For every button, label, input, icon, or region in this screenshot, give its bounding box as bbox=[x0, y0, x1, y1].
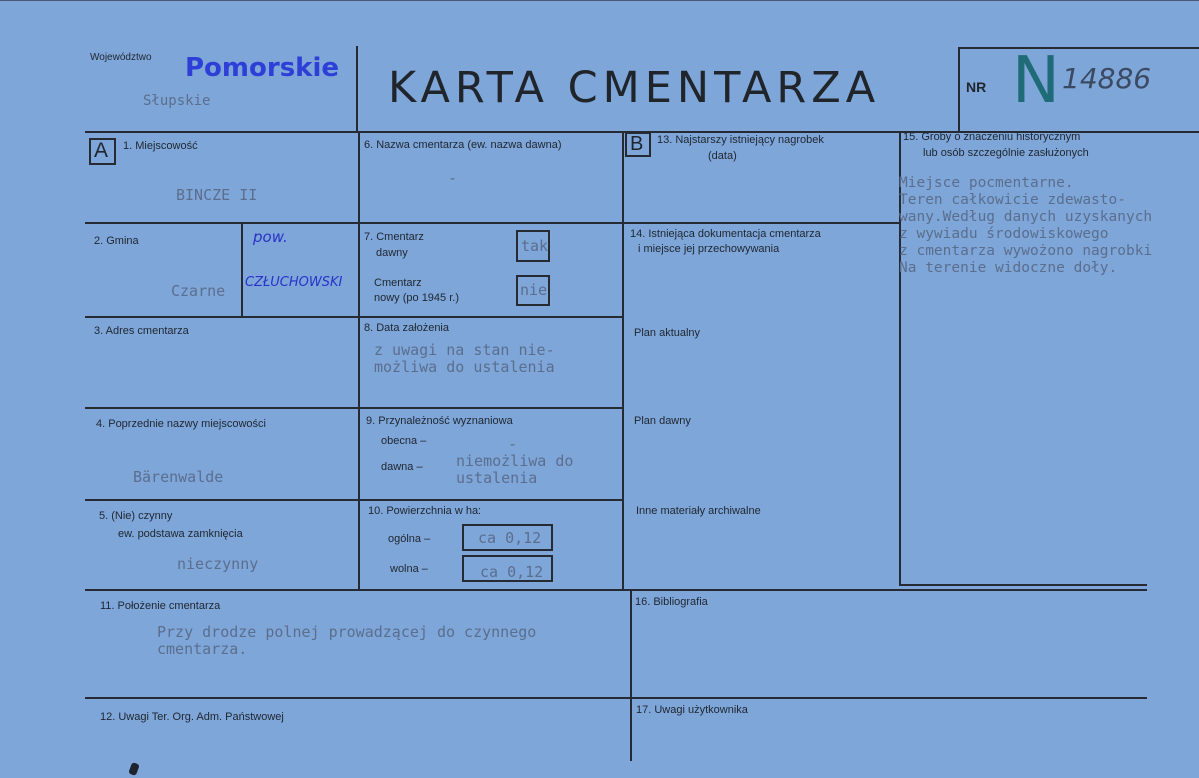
ink-mark bbox=[128, 762, 140, 776]
page-title: KARTA CMENTARZA bbox=[388, 63, 881, 113]
col-line-2 bbox=[622, 131, 624, 591]
field-9-obecna: obecna – bbox=[381, 435, 427, 447]
col-line-1 bbox=[358, 131, 360, 591]
field-11-label: 11. Położenie cmentarza bbox=[100, 600, 221, 612]
field-11-value: Przy drodze polnej prowadzącej do czynnego cmentarza. bbox=[157, 623, 537, 658]
nr-label: NR bbox=[966, 79, 987, 95]
field-7-value-2: nie bbox=[520, 281, 548, 299]
field-7-label-2: dawny bbox=[376, 247, 408, 259]
field-15-label-2: lub osób szczególnie zasłużonych bbox=[923, 147, 1089, 159]
wojewodztwo-stamp: Pomorskie bbox=[185, 53, 340, 83]
field-14-label-1: 14. Istniejąca dokumentacja cmentarza bbox=[630, 228, 821, 240]
row-line-a2 bbox=[85, 316, 360, 318]
row-line-bottom1 bbox=[85, 589, 1147, 591]
wojewodztwo-label: Województwo bbox=[90, 52, 152, 63]
field-15-label-1: 15. Groby o znaczeniu historycznym bbox=[903, 131, 1081, 143]
row-line-m1 bbox=[358, 222, 624, 224]
section-b-letter: B bbox=[630, 133, 644, 155]
field-10-wolna-value: ca 0,12 bbox=[480, 563, 544, 581]
nr-box-left bbox=[958, 47, 960, 133]
field-17-label: 17. Uwagi użytkownika bbox=[636, 704, 748, 716]
field-8-value: z uwagi na stan nie- możliwa do ustalenia bbox=[374, 341, 555, 376]
row-line-bottom2 bbox=[85, 697, 1147, 699]
field-9-dawna-value: niemożliwa do ustalenia bbox=[456, 452, 574, 487]
field-7-label-1: 7. Cmentarz bbox=[364, 231, 424, 243]
field-10-ogolna-value: ca 0,12 bbox=[478, 529, 542, 547]
field-10-label: 10. Powierzchnia w ha: bbox=[368, 505, 482, 517]
field-2-value: Czarne bbox=[171, 282, 226, 300]
field-4-label: 4. Poprzednie nazwy miejscowości bbox=[96, 418, 266, 430]
field-8-label: 8. Data założenia bbox=[364, 322, 449, 334]
field-13-label-1: 13. Najstarszy istniejący nagrobek bbox=[657, 134, 824, 146]
field-2-powiat: CZŁUCHOWSKI bbox=[245, 275, 343, 290]
row-line-b1 bbox=[622, 222, 900, 224]
row-line-b2 bbox=[899, 584, 1147, 586]
section-a-letter: A bbox=[94, 139, 109, 162]
field-14-label-2: i miejsce jej przechowywania bbox=[638, 243, 780, 255]
field-4-value: Bärenwalde bbox=[133, 468, 224, 486]
nr-letter: N bbox=[1012, 44, 1060, 118]
row-line-m3 bbox=[358, 407, 624, 409]
row-line-a1 bbox=[85, 222, 360, 224]
field-7-label-4: nowy (po 1945 r.) bbox=[374, 292, 459, 304]
field-10-ogolna: ogólna – bbox=[388, 533, 431, 545]
header-vline bbox=[356, 46, 358, 133]
row-line-a3 bbox=[85, 407, 360, 409]
row-line-a4 bbox=[85, 499, 360, 501]
field-6-value: - bbox=[448, 169, 458, 187]
field-2-pow: pow. bbox=[253, 228, 288, 246]
field-9-label: 9. Przynależność wyznaniowa bbox=[366, 415, 513, 427]
row-line-m4 bbox=[358, 499, 624, 501]
field-9-obecna-value: - bbox=[508, 435, 518, 453]
plan-aktualny-label: Plan aktualny bbox=[634, 327, 701, 339]
field-5-label-1: 5. (Nie) czynny bbox=[99, 510, 173, 522]
row-line-m2 bbox=[358, 316, 624, 318]
nr-box-top bbox=[958, 47, 1199, 49]
col-line-2b bbox=[630, 591, 632, 761]
field-1-value: BINCZE II bbox=[176, 186, 258, 204]
field-12-label: 12. Uwagi Ter. Org. Adm. Państwowej bbox=[100, 711, 284, 723]
field-15-value: Miejsce pocmentarne. Teren całkowicie zdewasto- wany.Według danych uzyskanych z wywiadu środowiskowego z cmentarza wywożono nagrobki Na terenie widoczne doły. bbox=[899, 175, 1153, 276]
field-16-label: 16. Bibliografia bbox=[635, 596, 708, 608]
inne-materialy-label: Inne materiały archiwalne bbox=[636, 505, 761, 517]
field-1-label: 1. Miejscowość bbox=[123, 140, 198, 152]
field-9-dawna: dawna – bbox=[381, 461, 423, 473]
gmina-split bbox=[241, 222, 243, 317]
field-13-label-2: (data) bbox=[708, 150, 737, 162]
plan-dawny-label: Plan dawny bbox=[634, 415, 691, 427]
field-7-label-3: Cmentarz bbox=[374, 277, 422, 289]
field-10-wolna: wolna – bbox=[390, 563, 428, 575]
field-3-label: 3. Adres cmentarza bbox=[94, 325, 189, 337]
field-2-label: 2. Gmina bbox=[94, 235, 139, 247]
wojewodztwo-old: Słupskie bbox=[143, 93, 211, 109]
nr-number: 14886 bbox=[1062, 62, 1152, 95]
field-5-label-2: ew. podstawa zamknięcia bbox=[118, 528, 243, 540]
top-border bbox=[0, 0, 1199, 1]
field-6-label: 6. Nazwa cmentarza (ew. nazwa dawna) bbox=[364, 139, 562, 151]
field-7-value-1: tak bbox=[521, 237, 549, 255]
field-5-value: nieczynny bbox=[177, 555, 259, 573]
